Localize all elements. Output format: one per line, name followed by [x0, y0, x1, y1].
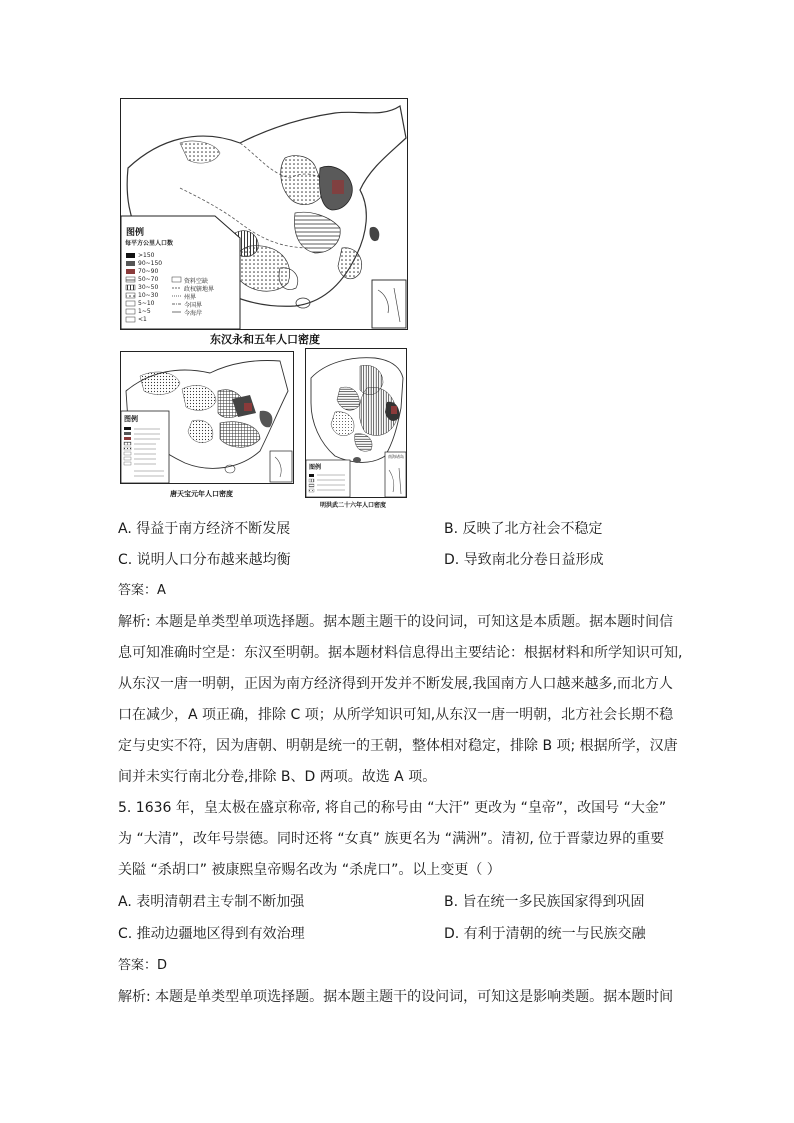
q5-option-b: B. 旨在统一多民族国家得到巩固	[444, 894, 645, 910]
map1-legend-item: 50~70	[138, 276, 159, 283]
map2-legend-title: 图例	[124, 415, 138, 423]
map1-legend-line: 今国界	[184, 302, 203, 309]
q4-answer: 答案：A	[118, 583, 166, 598]
map1-legend-line: 今海岸	[184, 310, 203, 317]
q5-analysis-line: 解析: 本题是单类型单项选择题。据本题主题干的设问词，可知这是影响类题。据本题时间	[118, 989, 674, 1005]
q5-stem-line: 5. 1636 年，皇太极在盛京称帝, 将自己的称号由 “大汗” 更改为 “皇帝”，改国号 “大金”	[118, 800, 667, 816]
map1-legend-item: 10~30	[138, 292, 159, 299]
map3-caption: 明洪武二十六年人口密度	[320, 502, 387, 509]
q5-stem-line: 为 “大清”，改年号崇德。同时还将 “女真” 族更名为 “满洲”。清初, 位于晋蒙边界的重要	[118, 831, 665, 847]
map3-inset-label: 南海诸岛	[388, 454, 404, 459]
q5-option-d: D. 有利于清朝的统一与民族交融	[444, 926, 646, 942]
map2-caption: 唐天宝元年人口密度	[170, 489, 233, 498]
q5-stem-line: 关隘 “杀胡口” 被康熙皇帝赐名改为 “杀虎口”。以上变更（ ）	[118, 862, 501, 878]
map1-legend-item: <1	[138, 316, 147, 323]
map3-legend-title: 图例	[309, 464, 322, 471]
q4-analysis-line: 从东汉一唐一明朝，正因为南方经济得到开发并不断发展,我国南方人口越来越多,而北方人	[118, 676, 673, 692]
map1-legend-title: 图例	[126, 228, 145, 238]
q5-answer: 答案：D	[118, 958, 168, 973]
map1-legend-subtitle: 每平方公里人口数	[125, 240, 174, 247]
q4-option-b: B. 反映了北方社会不稳定	[444, 521, 603, 537]
map1-legend-item: 1~5	[138, 308, 151, 315]
map1-legend-item: 5~10	[138, 300, 155, 307]
map1-legend-item: 70~90	[138, 268, 159, 275]
map1-legend-line: 州界	[184, 294, 197, 301]
q4-analysis-line: 息可知准确时空是：东汉至明朝。据本题材料信息得出主要结论：根据材料和所学知识可知,	[118, 645, 683, 661]
map-ming-graphic	[305, 348, 407, 498]
q4-analysis-line: 解析: 本题是单类型单项选择题。据本题主题干的设问词，可知这是本质题。据本题时间信	[118, 614, 674, 630]
map1-legend-item: 30~50	[138, 284, 159, 291]
map1-legend-item: 90~150	[138, 260, 163, 267]
map1-legend-line: 资料空缺	[184, 278, 209, 285]
q4-analysis-line: 口在减少，A 项正确，排除 C 项；从所学知识可知,从东汉一唐一明朝，北方社会长期不稳	[118, 707, 674, 723]
q4-option-a: A. 得益于南方经济不断发展	[118, 521, 291, 537]
q4-option-c: C. 说明人口分布越来越均衡	[118, 552, 291, 568]
map1-caption: 东汉永和五年人口密度	[210, 333, 320, 346]
map-tang-graphic	[120, 351, 294, 484]
map1-legend-item: >150	[138, 252, 155, 259]
map-tang	[120, 351, 294, 484]
map-ming	[305, 348, 407, 498]
q4-option-d: D. 导致南北分卷日益形成	[444, 552, 604, 568]
q5-option-c: C. 推动边疆地区得到有效治理	[118, 926, 305, 942]
q4-analysis-line: 间并未实行南北分卷,排除 B、D 两项。故选 A 项。	[118, 769, 437, 785]
q5-option-a: A. 表明清朝君主专制不断加强	[118, 894, 305, 910]
q4-analysis-line: 定与史实不符，因为唐朝、明朝是统一的王朝，整体相对稳定，排除 B 项; 根据所学，汉唐	[118, 738, 678, 754]
map1-legend-line: 政权辖地界	[184, 286, 215, 293]
map-eastern-han-graphic	[120, 98, 408, 330]
map-eastern-han	[120, 98, 408, 330]
